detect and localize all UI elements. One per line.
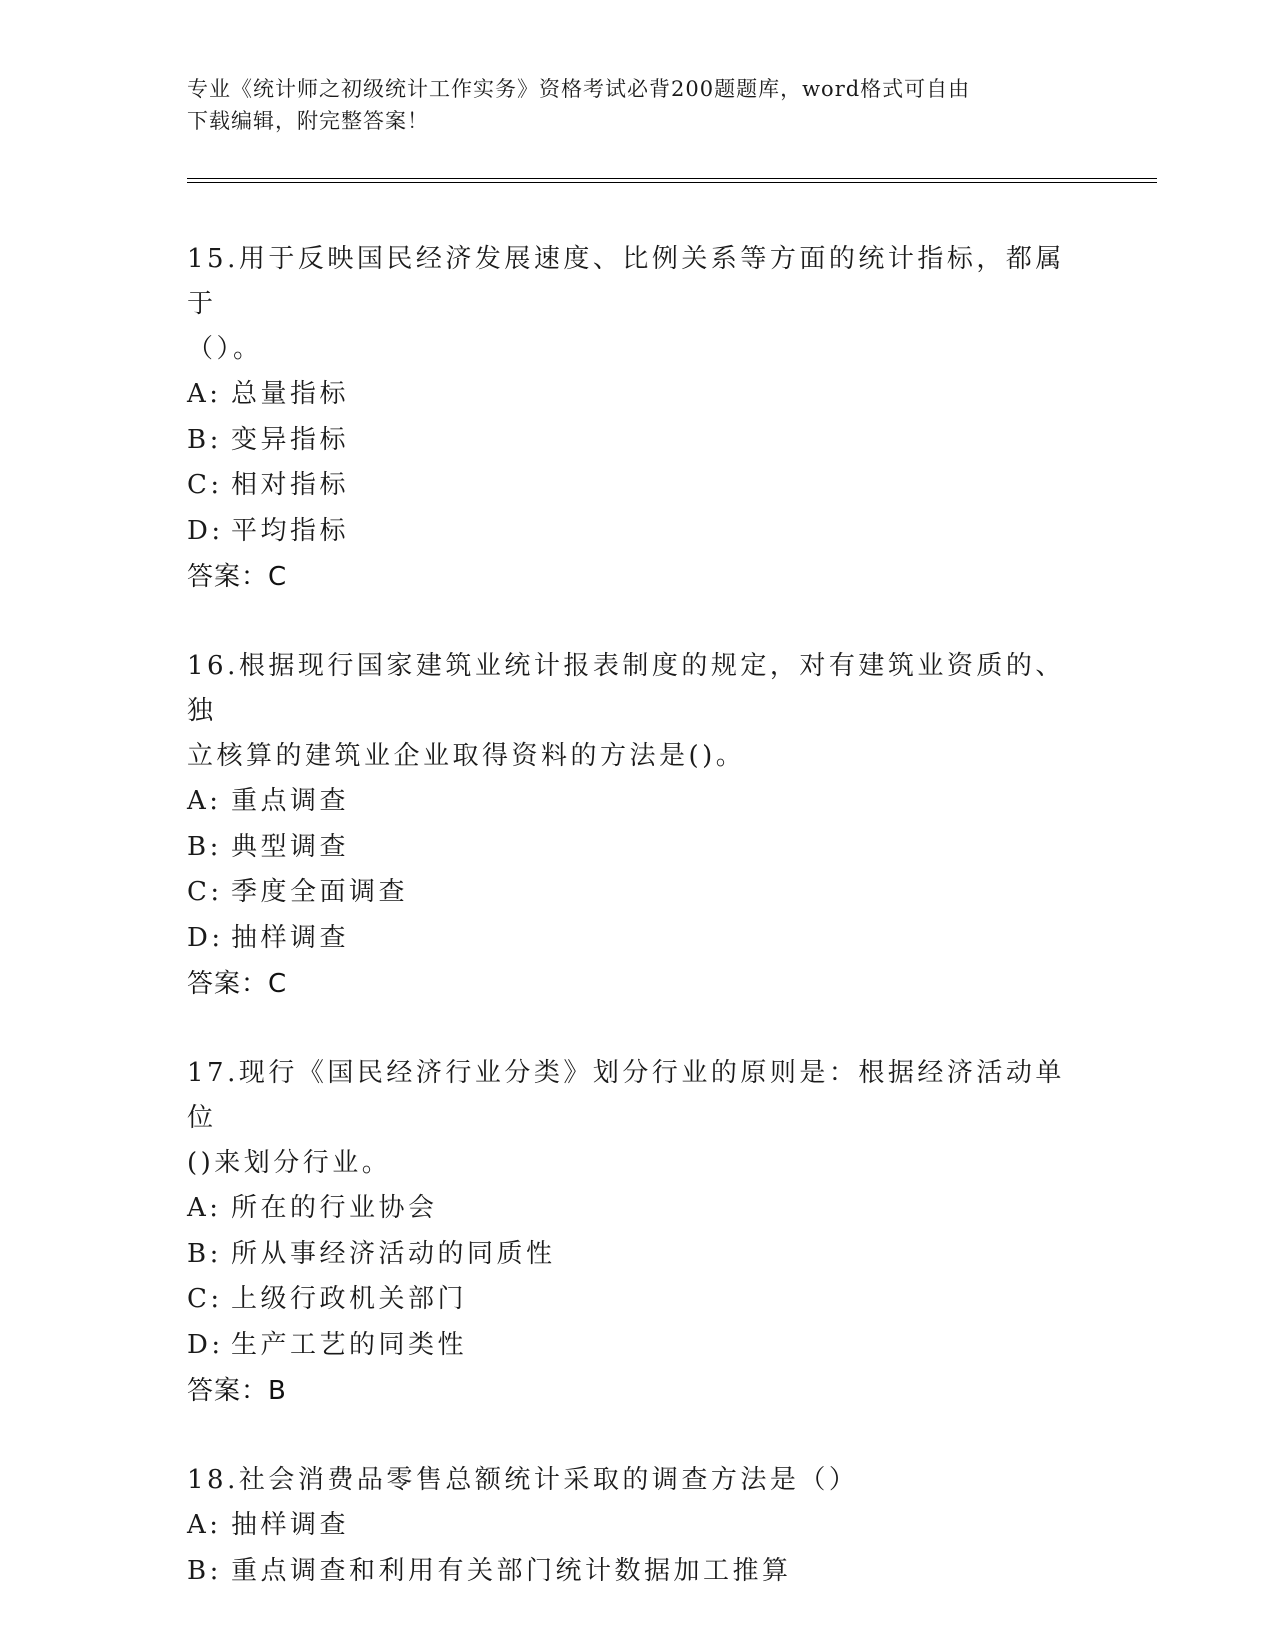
question-stem-line-2: ()来划分行业。 [187,1148,392,1178]
question-17 [187,1051,1087,1414]
answer-text: 答案：B [187,1376,287,1406]
option-letter: A: [187,1193,222,1223]
option-c [187,463,1087,509]
option-text: 生产工艺的同类性 [231,1329,468,1360]
option-letter: A: [187,379,222,409]
answer-text: 答案：C [187,969,288,999]
option-letter: A: [187,1510,222,1540]
option-text: 典型调查 [231,831,350,862]
option-letter: B: [187,1238,222,1269]
option-b [187,825,1087,871]
option-text: 季度全面调查 [231,877,409,907]
question-18 [187,1458,1087,1594]
option-text: 重点调查 [231,786,350,816]
option-a [187,1186,1087,1232]
option-text: 抽样调查 [231,1510,350,1540]
option-text: 所从事经济活动的同质性 [231,1238,556,1269]
option-d [187,916,1087,962]
header-intro [187,73,1087,137]
option-letter: C: [187,877,223,907]
option-letter: C: [187,470,223,500]
option-text: 平均指标 [231,515,350,546]
answer-text: 答案：C [187,562,288,592]
option-letter: D: [187,922,224,953]
option-c [187,1277,1087,1323]
option-text: 相对指标 [231,470,350,500]
option-a [187,1503,1087,1549]
header-intro-line-2: 下载编辑，附完整答案！ [187,109,429,133]
option-d [187,1323,1087,1369]
question-stem-line-2: （）。 [187,334,263,364]
option-b [187,1549,1087,1595]
option-c [187,870,1087,916]
option-letter: D: [187,1329,224,1360]
question-stem-line-1: 15.用于反映国民经济发展速度、比例关系等方面的统计指标，都属于 [187,244,1065,319]
option-letter: D: [187,515,224,546]
option-text: 总量指标 [231,379,350,409]
question-stem-line-1: 16.根据现行国家建筑业统计报表制度的规定，对有建筑业资质的、独 [187,651,1065,726]
option-a [187,779,1087,825]
option-letter: B: [187,831,222,862]
option-text: 所在的行业协会 [231,1193,438,1223]
question-stem-line-1: 17.现行《国民经济行业分类》划分行业的原则是：根据经济活动单位 [187,1058,1065,1133]
option-text: 变异指标 [231,424,350,455]
option-text: 上级行政机关部门 [231,1284,468,1314]
question-15 [187,237,1087,600]
option-letter: A: [187,786,222,816]
option-letter: B: [187,424,222,455]
header-double-rule [187,178,1157,183]
option-d [187,509,1087,555]
question-16 [187,644,1087,1007]
option-a [187,372,1087,418]
question-stem-line-2: 立核算的建筑业企业取得资料的方法是()。 [187,741,746,771]
option-letter: C: [187,1284,223,1314]
option-letter: B: [187,1555,222,1586]
header-intro-line-1: 专业《统计师之初级统计工作实务》资格考试必背200题题库，word格式可自由 [187,77,971,101]
option-b [187,1232,1087,1278]
option-text: 抽样调查 [231,922,350,953]
option-b [187,418,1087,464]
option-text: 重点调查和利用有关部门统计数据加工推算 [231,1555,792,1586]
question-stem-line-1: 18.社会消费品零售总额统计采取的调查方法是（） [187,1465,859,1495]
question-list [187,237,1087,1638]
